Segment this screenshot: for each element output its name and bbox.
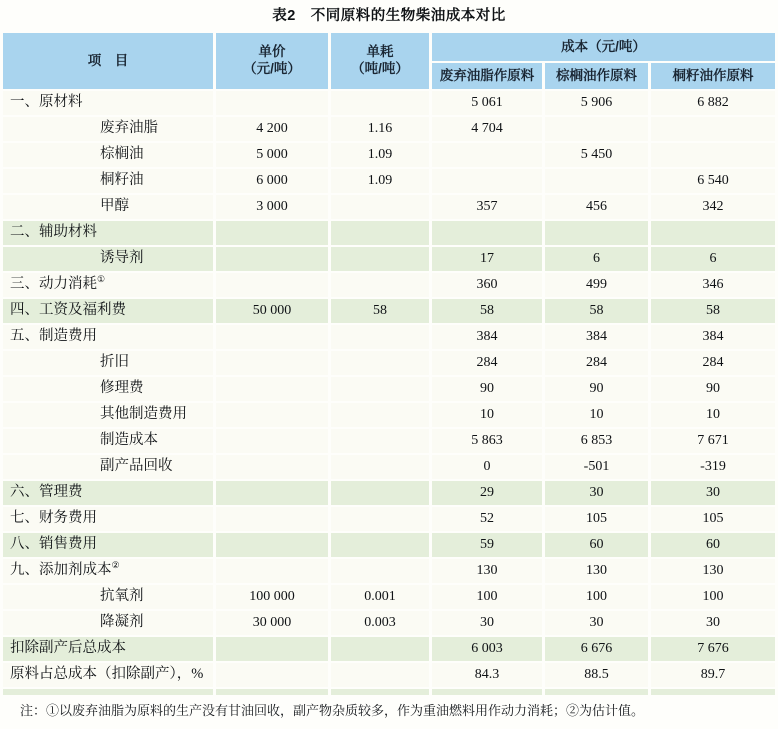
cell-cost-waste-oil xyxy=(432,143,542,167)
cell-cost-tung-oil: 342 xyxy=(651,195,775,219)
table-row xyxy=(3,403,775,427)
cell-unit-consumption xyxy=(331,247,429,271)
cell-cost-palm-oil xyxy=(545,221,648,245)
cell-cost-palm-oil: 100 xyxy=(545,585,648,609)
cell-cost-palm-oil: 130 xyxy=(545,559,648,583)
cell-cost-waste-oil: 4 704 xyxy=(432,117,542,141)
cell-unit-price xyxy=(216,663,328,687)
table-row xyxy=(3,273,775,297)
cell-unit-price: 30 000 xyxy=(216,611,328,635)
row-label: 降凝剂 xyxy=(3,611,213,635)
row-label: 甲醇 xyxy=(3,195,213,219)
row-label: 八、销售费用 xyxy=(3,533,213,557)
cell-unit-consumption xyxy=(331,403,429,427)
cell-cost-tung-oil: 346 xyxy=(651,273,775,297)
table-row xyxy=(3,117,775,141)
cell-cost-palm-oil: 5 906 xyxy=(545,91,648,115)
cell-cost-tung-oil: 89.7 xyxy=(651,663,775,687)
cell-cost-tung-oil: 30 xyxy=(651,481,775,505)
header-unit-price-line2: （元/吨） xyxy=(243,61,301,76)
cell-cost-waste-oil: 0 xyxy=(432,455,542,479)
cell-cost-palm-oil: 456 xyxy=(545,195,648,219)
table-row xyxy=(3,455,775,479)
bottom-strip-cell xyxy=(331,689,429,695)
cell-unit-price xyxy=(216,273,328,297)
table-row xyxy=(3,663,775,687)
cell-unit-price: 100 000 xyxy=(216,585,328,609)
row-label: 原料占总成本（扣除副产），% xyxy=(3,663,213,687)
row-label: 七、财务费用 xyxy=(3,507,213,531)
cell-unit-price: 6 000 xyxy=(216,169,328,193)
bottom-strip-cell xyxy=(651,689,775,695)
header-cost-tung-oil: 桐籽油作原料 xyxy=(651,63,775,89)
row-label: 制造成本 xyxy=(3,429,213,453)
cell-cost-palm-oil: 5 450 xyxy=(545,143,648,167)
cell-cost-waste-oil: 29 xyxy=(432,481,542,505)
cell-cost-waste-oil: 357 xyxy=(432,195,542,219)
cell-cost-palm-oil: 88.5 xyxy=(545,663,648,687)
bottom-strip-cell xyxy=(432,689,542,695)
table-row xyxy=(3,247,775,271)
table-row xyxy=(3,325,775,349)
cell-unit-price xyxy=(216,377,328,401)
table-row xyxy=(3,351,775,375)
cell-unit-price xyxy=(216,637,328,661)
row-label: 五、制造费用 xyxy=(3,325,213,349)
row-label: 四、工资及福利费 xyxy=(3,299,213,323)
cell-cost-tung-oil: 58 xyxy=(651,299,775,323)
cell-unit-consumption xyxy=(331,91,429,115)
cell-cost-tung-oil xyxy=(651,143,775,167)
cell-unit-price xyxy=(216,533,328,557)
cell-unit-consumption xyxy=(331,221,429,245)
cell-cost-waste-oil: 100 xyxy=(432,585,542,609)
cell-cost-tung-oil xyxy=(651,117,775,141)
header-cost-palm-oil: 棕榈油作原料 xyxy=(545,63,648,89)
bottom-strip-cell xyxy=(216,689,328,695)
table-row xyxy=(3,507,775,531)
row-label: 副产品回收 xyxy=(3,455,213,479)
header-cost-group: 成本（元/吨） xyxy=(432,33,775,61)
table-body xyxy=(3,91,775,695)
table-title: 表2 不同原料的生物柴油成本对比 xyxy=(272,8,506,24)
table-row xyxy=(3,559,775,583)
cell-unit-consumption xyxy=(331,351,429,375)
cell-cost-tung-oil: 10 xyxy=(651,403,775,427)
row-label: 二、辅助材料 xyxy=(3,221,213,245)
cell-cost-waste-oil: 284 xyxy=(432,351,542,375)
row-label-superscript: ② xyxy=(111,560,120,571)
cell-cost-tung-oil: 384 xyxy=(651,325,775,349)
cell-unit-price xyxy=(216,91,328,115)
header-cost-waste-oil: 废弃油脂作原料 xyxy=(432,63,542,89)
table-row xyxy=(3,91,775,115)
cell-unit-consumption xyxy=(331,533,429,557)
cost-comparison-table xyxy=(0,31,778,697)
cell-cost-palm-oil: 30 xyxy=(545,611,648,635)
table-bottom-strip xyxy=(3,689,775,695)
cell-cost-waste-oil: 360 xyxy=(432,273,542,297)
header-unit-consumption-line2: （吨/吨） xyxy=(351,61,409,76)
cell-unit-price: 50 000 xyxy=(216,299,328,323)
row-label: 九、添加剂成本② xyxy=(3,559,213,583)
row-label: 折旧 xyxy=(3,351,213,375)
cell-cost-tung-oil: 284 xyxy=(651,351,775,375)
row-label: 修理费 xyxy=(3,377,213,401)
cell-cost-tung-oil: 60 xyxy=(651,533,775,557)
cell-cost-waste-oil: 59 xyxy=(432,533,542,557)
cell-cost-tung-oil: 6 540 xyxy=(651,169,775,193)
cell-unit-price xyxy=(216,221,328,245)
row-label: 扣除副产后总成本 xyxy=(3,637,213,661)
cell-cost-palm-oil: 6 853 xyxy=(545,429,648,453)
cell-cost-palm-oil xyxy=(545,117,648,141)
table-row xyxy=(3,637,775,661)
cell-unit-price: 4 200 xyxy=(216,117,328,141)
cell-unit-price xyxy=(216,481,328,505)
bottom-strip-cell xyxy=(545,689,648,695)
cell-cost-tung-oil: 6 882 xyxy=(651,91,775,115)
cell-cost-waste-oil xyxy=(432,169,542,193)
table-row xyxy=(3,611,775,635)
cell-unit-price xyxy=(216,559,328,583)
cell-cost-waste-oil: 384 xyxy=(432,325,542,349)
cell-unit-consumption xyxy=(331,195,429,219)
cell-cost-waste-oil: 30 xyxy=(432,611,542,635)
cell-unit-consumption: 1.09 xyxy=(331,143,429,167)
cell-unit-price xyxy=(216,403,328,427)
row-label: 诱导剂 xyxy=(3,247,213,271)
table-row xyxy=(3,429,775,453)
cell-cost-palm-oil: 284 xyxy=(545,351,648,375)
header-unit-price-line1: 单价 xyxy=(258,44,286,60)
cell-unit-consumption: 58 xyxy=(331,299,429,323)
cell-cost-tung-oil: 7 671 xyxy=(651,429,775,453)
row-label: 一、原材料 xyxy=(3,91,213,115)
cell-unit-price xyxy=(216,455,328,479)
row-label: 桐籽油 xyxy=(3,169,213,193)
table-row xyxy=(3,533,775,557)
cell-cost-palm-oil: 6 xyxy=(545,247,648,271)
cell-unit-consumption xyxy=(331,429,429,453)
cell-unit-consumption: 0.001 xyxy=(331,585,429,609)
cell-cost-tung-oil: 6 xyxy=(651,247,775,271)
cell-cost-palm-oil: 30 xyxy=(545,481,648,505)
cell-cost-tung-oil: 130 xyxy=(651,559,775,583)
cell-cost-palm-oil: 499 xyxy=(545,273,648,297)
cell-cost-palm-oil: 6 676 xyxy=(545,637,648,661)
cell-cost-palm-oil: 105 xyxy=(545,507,648,531)
cell-unit-consumption xyxy=(331,481,429,505)
cell-unit-consumption xyxy=(331,455,429,479)
table-row xyxy=(3,299,775,323)
cell-cost-tung-oil: -319 xyxy=(651,455,775,479)
header-unit-consumption xyxy=(331,33,429,89)
row-label: 棕榈油 xyxy=(3,143,213,167)
cell-cost-palm-oil: 58 xyxy=(545,299,648,323)
cell-unit-consumption xyxy=(331,559,429,583)
cell-unit-consumption xyxy=(331,273,429,297)
cell-cost-palm-oil xyxy=(545,169,648,193)
table-row xyxy=(3,221,775,245)
table-row xyxy=(3,585,775,609)
cell-cost-waste-oil: 130 xyxy=(432,559,542,583)
cell-cost-waste-oil: 10 xyxy=(432,403,542,427)
cell-cost-tung-oil: 100 xyxy=(651,585,775,609)
bottom-strip-cell xyxy=(3,689,213,695)
cell-unit-consumption xyxy=(331,325,429,349)
row-label: 其他制造费用 xyxy=(3,403,213,427)
row-label: 三、动力消耗① xyxy=(3,273,213,297)
cell-unit-price xyxy=(216,429,328,453)
cell-cost-waste-oil: 90 xyxy=(432,377,542,401)
cell-unit-consumption xyxy=(331,507,429,531)
cell-cost-waste-oil: 6 003 xyxy=(432,637,542,661)
cell-unit-consumption: 1.16 xyxy=(331,117,429,141)
row-label: 抗氧剂 xyxy=(3,585,213,609)
cell-unit-price xyxy=(216,507,328,531)
cell-unit-price xyxy=(216,247,328,271)
cell-unit-consumption: 0.003 xyxy=(331,611,429,635)
cell-cost-tung-oil: 7 676 xyxy=(651,637,775,661)
cell-cost-tung-oil: 105 xyxy=(651,507,775,531)
cell-cost-waste-oil: 17 xyxy=(432,247,542,271)
table-header xyxy=(3,33,775,89)
cell-cost-tung-oil xyxy=(651,221,775,245)
cell-unit-consumption xyxy=(331,637,429,661)
cell-cost-waste-oil: 5 863 xyxy=(432,429,542,453)
cell-cost-palm-oil: 384 xyxy=(545,325,648,349)
cell-unit-price xyxy=(216,325,328,349)
header-item-column: 项 目 xyxy=(3,33,213,89)
cell-cost-palm-oil: -501 xyxy=(545,455,648,479)
cell-cost-palm-oil: 10 xyxy=(545,403,648,427)
cell-cost-tung-oil: 90 xyxy=(651,377,775,401)
table-row xyxy=(3,169,775,193)
cell-unit-price: 5 000 xyxy=(216,143,328,167)
cell-cost-waste-oil xyxy=(432,221,542,245)
cell-unit-consumption: 1.09 xyxy=(331,169,429,193)
cell-cost-palm-oil: 90 xyxy=(545,377,648,401)
table-row xyxy=(3,195,775,219)
header-unit-consumption-line1: 单耗 xyxy=(366,44,394,60)
row-label-superscript: ① xyxy=(97,274,106,285)
row-label: 六、管理费 xyxy=(3,481,213,505)
cell-cost-waste-oil: 52 xyxy=(432,507,542,531)
cell-cost-waste-oil: 58 xyxy=(432,299,542,323)
footnote: 注：①以废弃油脂为原料的生产没有甘油回收，副产物杂质较多，作为重油燃料用作动力消耗；②为估计值。 xyxy=(20,703,645,718)
cell-cost-palm-oil: 60 xyxy=(545,533,648,557)
header-unit-price xyxy=(216,33,328,89)
cell-unit-consumption xyxy=(331,663,429,687)
table-row xyxy=(3,143,775,167)
table-row xyxy=(3,481,775,505)
cell-cost-waste-oil: 5 061 xyxy=(432,91,542,115)
cell-unit-consumption xyxy=(331,377,429,401)
table-row xyxy=(3,377,775,401)
cell-unit-price: 3 000 xyxy=(216,195,328,219)
cell-unit-price xyxy=(216,351,328,375)
cell-cost-tung-oil: 30 xyxy=(651,611,775,635)
row-label: 废弃油脂 xyxy=(3,117,213,141)
cell-cost-waste-oil: 84.3 xyxy=(432,663,542,687)
